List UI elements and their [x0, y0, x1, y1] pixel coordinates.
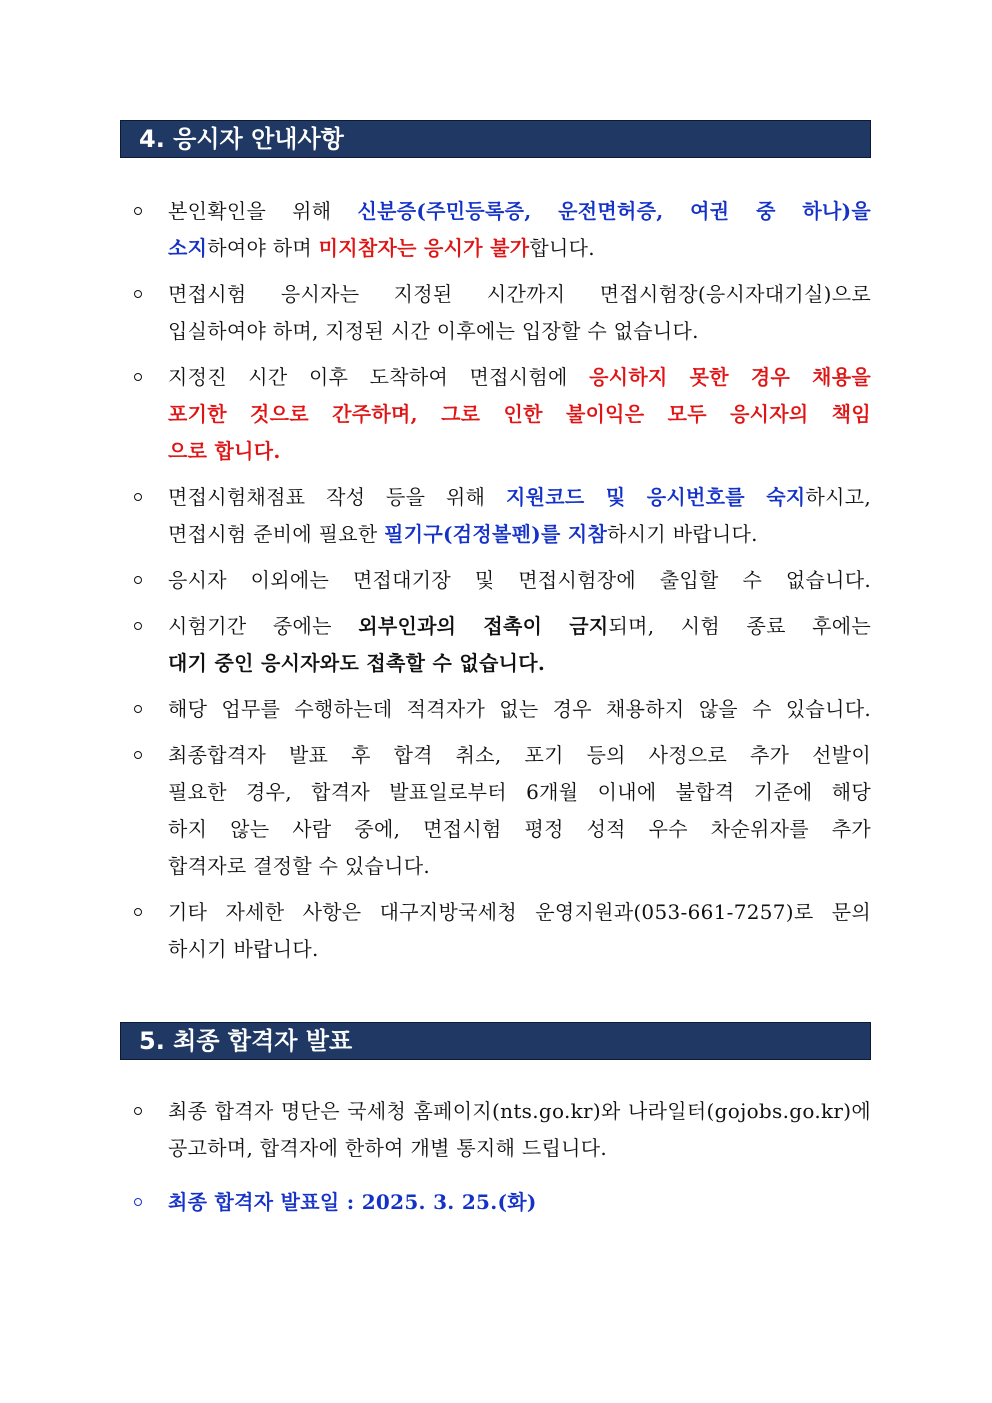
text-line: 해당 업무를 수행하는데 적격자가 없는 경우 채용하지 않을 수 있습니다.	[168, 697, 871, 721]
announcement-date: 최종 합격자 발표일 : 2025. 3. 25.(화)	[168, 1190, 537, 1214]
bullet-icon	[134, 1198, 142, 1206]
text-line: 면접시험채점표 작성 등을 위해 지원코드 및 응시번호를 숙지하시고,	[168, 485, 871, 509]
text-line: 시험기간 중에는 외부인과의 접촉이 금지되며, 시험 종료 후에는	[168, 614, 871, 638]
bullet-icon	[134, 576, 142, 584]
bullet-icon	[134, 207, 142, 215]
bullet-icon	[134, 908, 142, 916]
text-line: 필요한 경우, 합격자 발표일로부터 6개월 이내에 불합격 기준에 해당	[168, 780, 871, 804]
bullet-icon	[134, 1107, 142, 1115]
text-line: 응시자 이외에는 면접대기장 및 면접시험장에 출입할 수 없습니다.	[168, 568, 871, 592]
text-line: 하시기 바랍니다.	[168, 937, 319, 961]
bullet-icon	[134, 290, 142, 298]
section-4-header: 4. 응시자 안내사항	[120, 120, 871, 158]
text-line: 기타 자세한 사항은 대구지방국세청 운영지원과(053-661-7257)로 문의	[168, 900, 871, 924]
text-line: 으로 합니다.	[168, 439, 281, 463]
bullet-icon	[134, 751, 142, 759]
text-line: 하지 않는 사람 중에, 면접시험 평정 성적 우수 차순위자를 추가	[168, 817, 871, 841]
text-line: 공고하며, 합격자에 한하여 개별 통지해 드립니다.	[168, 1136, 608, 1160]
text-line: 면접시험 준비에 필요한 필기구(검정볼펜)를 지참하시기 바랍니다.	[168, 522, 758, 546]
text-line: 합격자로 결정할 수 있습니다.	[168, 854, 431, 878]
text-line: 대기 중인 응시자와도 접촉할 수 없습니다.	[168, 651, 546, 675]
text-line: 면접시험 응시자는 지정된 시간까지 면접시험장(응시자대기실)으로	[168, 282, 871, 306]
text-line: 지정진 시간 이후 도착하여 면접시험에 응시하지 못한 경우 채용을	[168, 365, 872, 389]
bullet-icon	[134, 373, 142, 381]
bullet-icon	[134, 622, 142, 630]
bullet-icon	[134, 493, 142, 501]
section-5-header: 5. 최종 합격자 발표	[120, 1022, 871, 1060]
text-line: 최종합격자 발표 후 합격 취소, 포기 등의 사정으로 추가 선발이	[168, 743, 871, 767]
text-line: 포기한 것으로 간주하며, 그로 인한 불이익은 모두 응시자의 책임	[168, 402, 871, 426]
bullet-icon	[134, 705, 142, 713]
text-line: 최종 합격자 명단은 국세청 홈페이지(nts.go.kr)와 나라일터(gojobs.go.kr)에	[168, 1099, 871, 1123]
text-line: 입실하여야 하며, 지정된 시간 이후에는 입장할 수 없습니다.	[168, 319, 699, 343]
text-line: 소지하여야 하며 미지참자는 응시가 불가합니다.	[168, 236, 595, 260]
text-line: 본인확인을 위해 신분증(주민등록증, 운전면허증, 여권 중 하나)을	[168, 199, 872, 223]
